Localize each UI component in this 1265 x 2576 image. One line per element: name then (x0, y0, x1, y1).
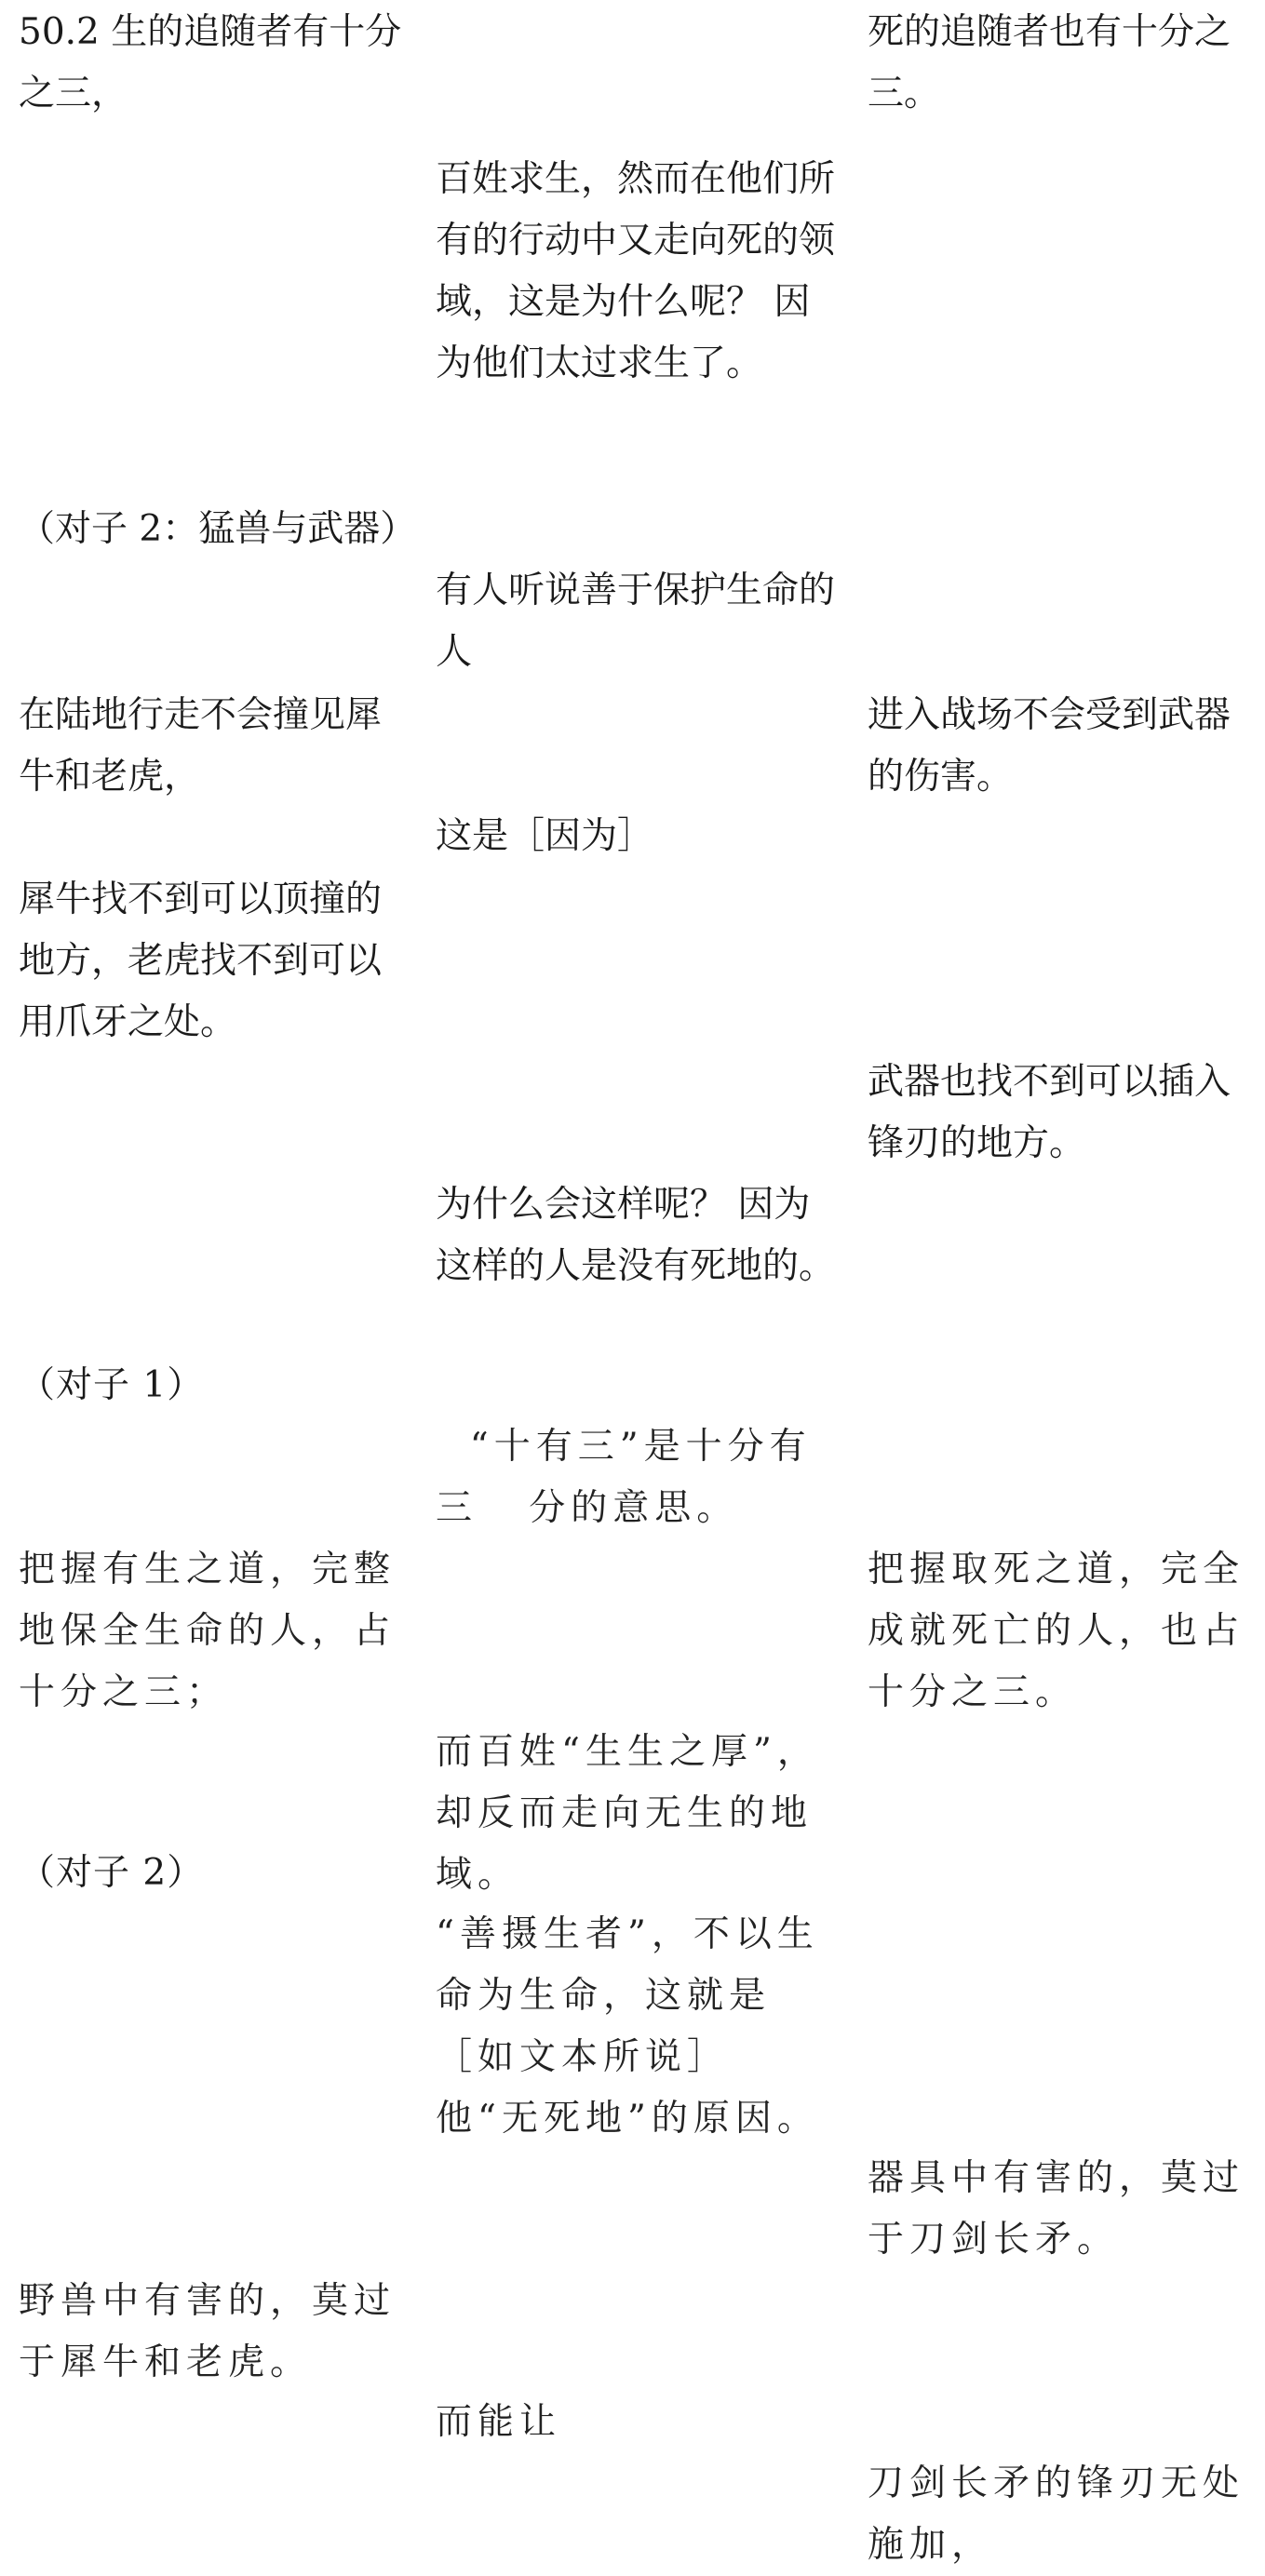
right-text-block: 死的追随者也有十分之三。 (868, 11, 1231, 114)
left-text-block: 50.2 生的追随者有十分之三， (19, 11, 402, 114)
commentary-block: 而百姓“生生之厚”，却反而走向无生的地域。 (436, 1731, 819, 1896)
middle-text-block: 有人听说善于保护生命的人 (436, 570, 836, 673)
middle-text-block: 百姓求生，然而在他们所有的行动中又走向死的领域，这是为什么呢？ 因为他们太过求生了。 (436, 158, 836, 384)
commentary-block: 把握有生之道，完整地保全生命的人，占十分之三； (19, 1549, 397, 1713)
commentary-block: 把握取死之道，完全成就死亡的人，也占十分之三。 (868, 1549, 1245, 1713)
commentary-block: 而能让 (436, 2401, 562, 2443)
section-heading: （对子 2） (19, 1852, 205, 1894)
section-heading: （对子 2：猛兽与武器） (19, 508, 417, 550)
section-heading: （对子 1） (19, 1364, 205, 1406)
commentary-block: “十有三”是十分有三 分的意思。 (436, 1426, 812, 1529)
commentary-block: 器具中有害的，莫过于刀剑长矛。 (868, 2157, 1245, 2261)
middle-text-block: 这是［因为］ (436, 815, 654, 857)
left-text-block: 犀牛找不到可以顶撞的地方，老虎找不到可以用爪牙之处。 (19, 879, 383, 1043)
commentary-block: 野兽中有害的，莫过于犀牛和老虎。 (19, 2280, 397, 2383)
right-text-block: 进入战场不会受到武器的伤害。 (868, 694, 1231, 798)
commentary-block: 刀剑长矛的锋刃无处施加， (868, 2462, 1245, 2566)
left-text-block: 在陆地行走不会撞见犀牛和老虎， (19, 694, 383, 798)
commentary-block: “善摄生者”，不以生命为生命，这就是［如文本所说］他“无死地”的原因。 (436, 1913, 819, 2140)
middle-text-block: 为什么会这样呢？ 因为这样的人是没有死地的。 (436, 1184, 836, 1287)
right-text-block: 武器也找不到可以插入锋刃的地方。 (868, 1061, 1231, 1164)
